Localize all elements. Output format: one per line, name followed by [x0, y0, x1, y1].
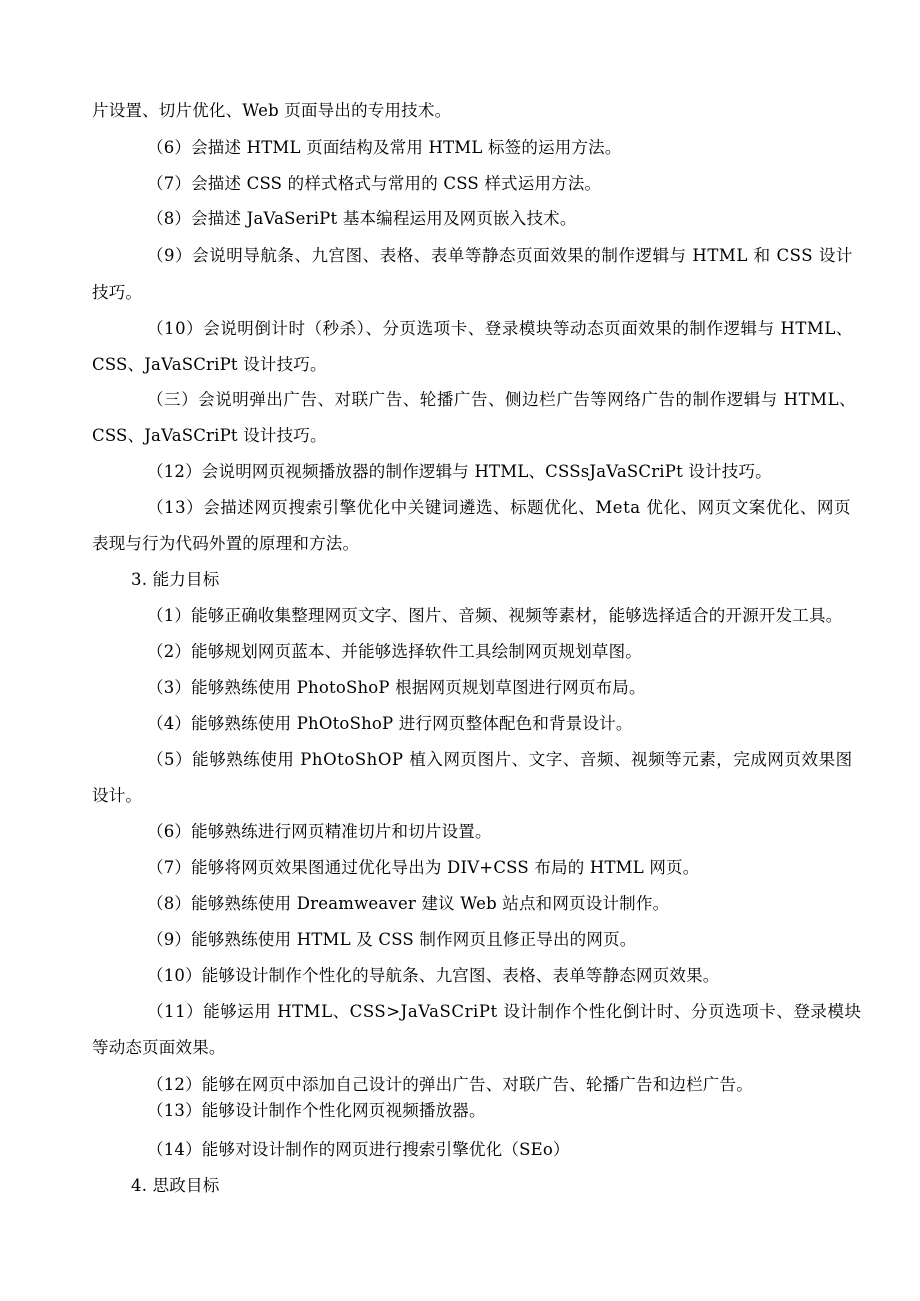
ability-objective-item: （11）能够运用 HTML、CSS>JaVaSCriPt 设计制作个性化倒计时、分页选项卡、登录模块 — [147, 1002, 862, 1021]
knowledge-objective-item: （12）会说明网页视频播放器的制作逻辑与 HTML、CSSsJaVaSCriPt 设计技巧。 — [147, 462, 772, 481]
ability-objective-item: （6）能够熟练进行网页精准切片和切片设置。 — [147, 822, 492, 841]
ability-objective-item: （3）能够熟练使用 PhotoShoP 根据网页规划草图进行网页布局。 — [147, 678, 646, 697]
ability-objective-item: （14）能够对设计制作的网页进行搜索引擎优化（SEo） — [147, 1140, 570, 1159]
ability-objective-item: （9）能够熟练使用 HTML 及 CSS 制作网页且修正导出的网页。 — [147, 930, 637, 949]
knowledge-objective-item: （6）会描述 HTML 页面结构及常用 HTML 标签的运用方法。 — [147, 138, 622, 157]
ability-objective-item: （4）能够熟练使用 PhOtoShoP 进行网页整体配色和背景设计。 — [147, 714, 633, 733]
ability-objective-item: （2）能够规划网页蓝本、并能够选择软件工具绘制网页规划草图。 — [147, 642, 642, 661]
ability-objective-item: （12）能够在网页中添加自己设计的弹出广告、对联广告、轮播广告和边栏广告。 — [147, 1075, 753, 1094]
knowledge-objective-item-continuation: CSS、JaVaSCriPt 设计技巧。 — [92, 355, 327, 374]
ability-objective-item: （13）能够设计制作个性化网页视频播放器。 — [147, 1101, 486, 1120]
knowledge-objective-item: （9）会说明导航条、九宫图、表格、表单等静态页面效果的制作逻辑与 HTML 和 CSS 设计 — [147, 246, 853, 265]
knowledge-objective-item: （8）会描述 JaVaSeriPt 基本编程运用及网页嵌入技术。 — [147, 209, 577, 228]
knowledge-objective-item-continuation: CSS、JaVaSCriPt 设计技巧。 — [92, 426, 327, 445]
ability-objective-item: （1）能够正确收集整理网页文字、图片、音频、视频等素材，能够选择适合的开源开发工具。 — [147, 606, 843, 625]
ability-objective-item: （8）能够熟练使用 Dreamweaver 建议 Web 站点和网页设计制作。 — [147, 894, 670, 913]
ability-objective-item-continuation: 等动态页面效果。 — [92, 1038, 226, 1057]
section-heading-ability: 3. 能力目标 — [131, 570, 220, 589]
paragraph-continuation: 片设置、切片优化、Web 页面导出的专用技术。 — [92, 101, 452, 120]
knowledge-objective-item-continuation: 表现与行为代码外置的原理和方法。 — [92, 534, 360, 553]
ability-objective-item-continuation: 设计。 — [92, 786, 143, 805]
ability-objective-item: （10）能够设计制作个性化的导航条、九宫图、表格、表单等静态网页效果。 — [147, 966, 720, 985]
knowledge-objective-item-continuation: 技巧。 — [92, 283, 143, 302]
knowledge-objective-item: （13）会描述网页搜索引擎优化中关键词遴选、标题优化、Meta 优化、网页文案优化、网页 — [147, 498, 852, 517]
ability-objective-item: （5）能够熟练使用 PhOtoShOP 植入网页图片、文字、音频、视频等元素，完成网页效果图 — [147, 750, 853, 769]
section-heading-ideology: 4. 思政目标 — [131, 1176, 220, 1195]
knowledge-objective-item: （10）会说明倒计时（秒杀）、分页选项卡、登录模块等动态页面效果的制作逻辑与 HTML、 — [147, 319, 853, 338]
ability-objective-item: （7）能够将网页效果图通过优化导出为 DIV+CSS 布局的 HTML 网页。 — [147, 858, 700, 877]
knowledge-objective-item: （7）会描述 CSS 的样式格式与常用的 CSS 样式运用方法。 — [147, 174, 602, 193]
knowledge-objective-item: （三）会说明弹出广告、对联广告、轮播广告、侧边栏广告等网络广告的制作逻辑与 HTML、 — [147, 390, 857, 409]
